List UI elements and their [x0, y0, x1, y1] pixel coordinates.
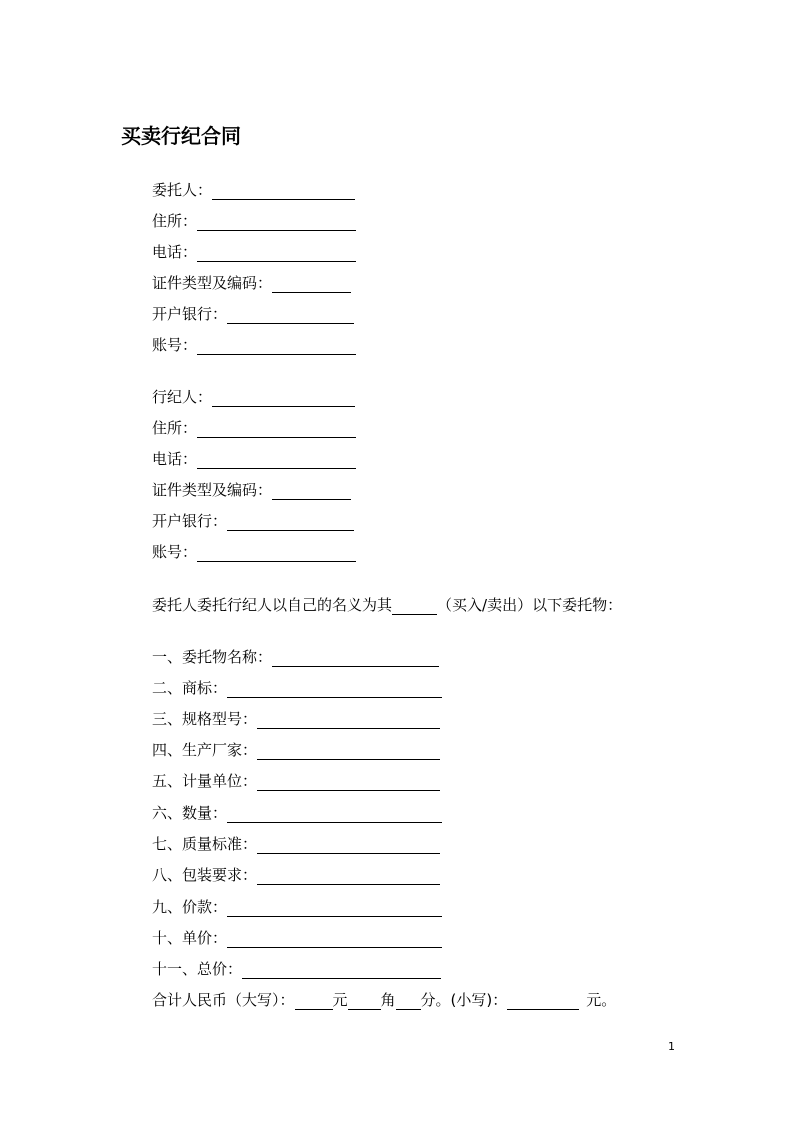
intro-text-after: （买入/卖出）以下委托物： [437, 596, 623, 614]
item-row-7 [152, 834, 440, 854]
item-row-8 [152, 865, 440, 885]
broker-phone-label: 电话： [152, 450, 198, 468]
principal-address-label: 住所： [152, 212, 198, 230]
principal-id-blank[interactable] [272, 275, 351, 293]
item-row-1 [152, 647, 439, 667]
item-blank-2[interactable] [227, 680, 442, 698]
principal-account-blank[interactable] [197, 337, 356, 355]
item-blank-10[interactable] [227, 930, 442, 948]
item-label-4: 四、生产厂家： [152, 741, 258, 759]
item-blank-9[interactable] [227, 899, 442, 917]
principal-bank-label: 开户银行： [152, 305, 228, 323]
item-blank-8[interactable] [257, 867, 440, 885]
principal-address-blank[interactable] [197, 213, 356, 231]
item-label-10: 十、单价： [152, 929, 228, 947]
item-label-11: 十一、总价： [152, 960, 243, 978]
item-blank-1[interactable] [272, 649, 439, 667]
broker-id-row [152, 480, 351, 500]
broker-address-label: 住所： [152, 419, 198, 437]
item-label-2: 二、商标： [152, 679, 228, 697]
intro-text-before: 委托人委托行纪人以自己的名义为其 [152, 596, 393, 614]
principal-phone-blank[interactable] [197, 244, 356, 262]
intro-row [152, 595, 622, 615]
broker-id-blank[interactable] [272, 482, 351, 500]
broker-account-blank[interactable] [197, 544, 356, 562]
total-end-text: 元。 [586, 991, 617, 1009]
principal-account-label: 账号： [152, 336, 198, 354]
item-blank-11[interactable] [242, 961, 441, 979]
item-label-1: 一、委托物名称： [152, 648, 273, 666]
item-blank-6[interactable] [227, 805, 442, 823]
item-blank-4[interactable] [257, 742, 440, 760]
item-label-5: 五、计量单位： [152, 772, 258, 790]
item-row-6 [152, 803, 442, 823]
broker-name-label: 行纪人： [152, 388, 213, 406]
page-number: 1 [668, 1040, 675, 1053]
broker-address-blank[interactable] [197, 420, 356, 438]
item-label-6: 六、数量： [152, 804, 228, 822]
broker-phone-blank[interactable] [197, 451, 356, 469]
broker-bank-blank[interactable] [227, 513, 354, 531]
broker-name-row [152, 387, 355, 407]
broker-address-row [152, 418, 356, 438]
total-label: 合计人民币（大写）： [152, 991, 295, 1009]
total-small-blank[interactable] [507, 992, 579, 1010]
item-label-7: 七、质量标准： [152, 835, 258, 853]
document-title: 买卖行纪合同 [121, 124, 241, 148]
principal-name-row [152, 180, 355, 200]
broker-account-row [152, 542, 356, 562]
item-row-5 [152, 771, 440, 791]
total-yuan-text: 元 [332, 991, 348, 1009]
broker-id-label: 证件类型及编码： [152, 481, 273, 499]
principal-id-row [152, 273, 351, 293]
principal-bank-blank[interactable] [227, 306, 354, 324]
total-yuan-blank[interactable] [295, 992, 333, 1010]
item-row-11 [152, 959, 441, 979]
item-row-4 [152, 740, 440, 760]
broker-bank-label: 开户银行： [152, 512, 228, 530]
item-row-3 [152, 709, 440, 729]
buy-sell-blank[interactable] [392, 597, 437, 615]
principal-bank-row [152, 304, 354, 324]
item-label-9: 九、价款： [152, 898, 228, 916]
broker-bank-row [152, 511, 354, 531]
item-blank-7[interactable] [257, 836, 440, 854]
total-jiao-blank[interactable] [348, 992, 381, 1010]
principal-phone-label: 电话： [152, 243, 198, 261]
principal-phone-row [152, 242, 356, 262]
total-row [152, 990, 616, 1010]
principal-account-row [152, 335, 356, 355]
broker-account-label: 账号： [152, 543, 198, 561]
item-blank-5[interactable] [257, 773, 440, 791]
item-label-3: 三、规格型号： [152, 710, 258, 728]
total-jiao-text: 角 [380, 991, 396, 1009]
principal-name-label: 委托人： [152, 181, 213, 199]
item-blank-3[interactable] [257, 711, 440, 729]
total-fen-blank[interactable] [396, 992, 421, 1010]
broker-phone-row [152, 449, 356, 469]
total-fen-text: 分。(小写)： [420, 991, 508, 1009]
item-label-8: 八、包装要求： [152, 866, 258, 884]
principal-name-blank[interactable] [212, 182, 355, 200]
item-row-2 [152, 678, 442, 698]
item-row-9 [152, 897, 442, 917]
principal-id-label: 证件类型及编码： [152, 274, 273, 292]
principal-address-row [152, 211, 356, 231]
broker-name-blank[interactable] [212, 389, 355, 407]
item-row-10 [152, 928, 442, 948]
